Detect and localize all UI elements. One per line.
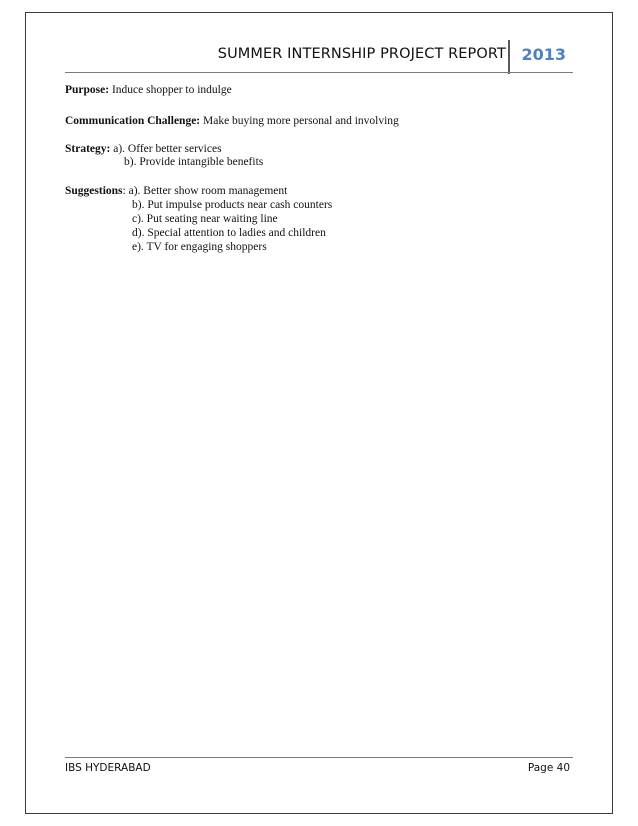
strategy-line	[65, 143, 222, 156]
communication-challenge-text: Make buying more personal and involving	[203, 115, 399, 127]
header-year: 2013	[521, 45, 566, 64]
strategy-item: b). Provide intangible benefits	[124, 156, 264, 168]
header-divider	[508, 40, 510, 74]
suggestion-item: b). Put impulse products near cash counters	[132, 199, 333, 211]
suggestion-item: d). Special attention to ladies and children	[132, 227, 326, 239]
header-rule	[65, 72, 573, 73]
communication-challenge-line	[65, 115, 399, 128]
suggestion-item: e). TV for engaging shoppers	[132, 241, 267, 253]
suggestions-separator: :	[122, 185, 126, 197]
footer-organization: IBS HYDERABAD	[65, 762, 151, 774]
suggestions-line	[65, 185, 287, 198]
suggestion-item: a). Better show room management	[128, 185, 288, 197]
strategy-label: Strategy:	[65, 143, 111, 155]
suggestions-label: Suggestions	[65, 185, 123, 197]
purpose-label: Purpose:	[65, 84, 110, 96]
strategy-item: a). Offer better services	[113, 143, 222, 155]
page-number: Page 40	[527, 762, 570, 774]
communication-challenge-label: Communication Challenge:	[65, 115, 201, 127]
page-border	[25, 12, 613, 814]
page-header	[150, 40, 570, 74]
suggestion-item: c). Put seating near waiting line	[132, 213, 278, 225]
purpose-line	[65, 84, 232, 97]
footer-rule	[65, 757, 573, 758]
purpose-text: Induce shopper to indulge	[111, 84, 232, 96]
header-title: SUMMER INTERNSHIP PROJECT REPORT	[217, 46, 506, 62]
